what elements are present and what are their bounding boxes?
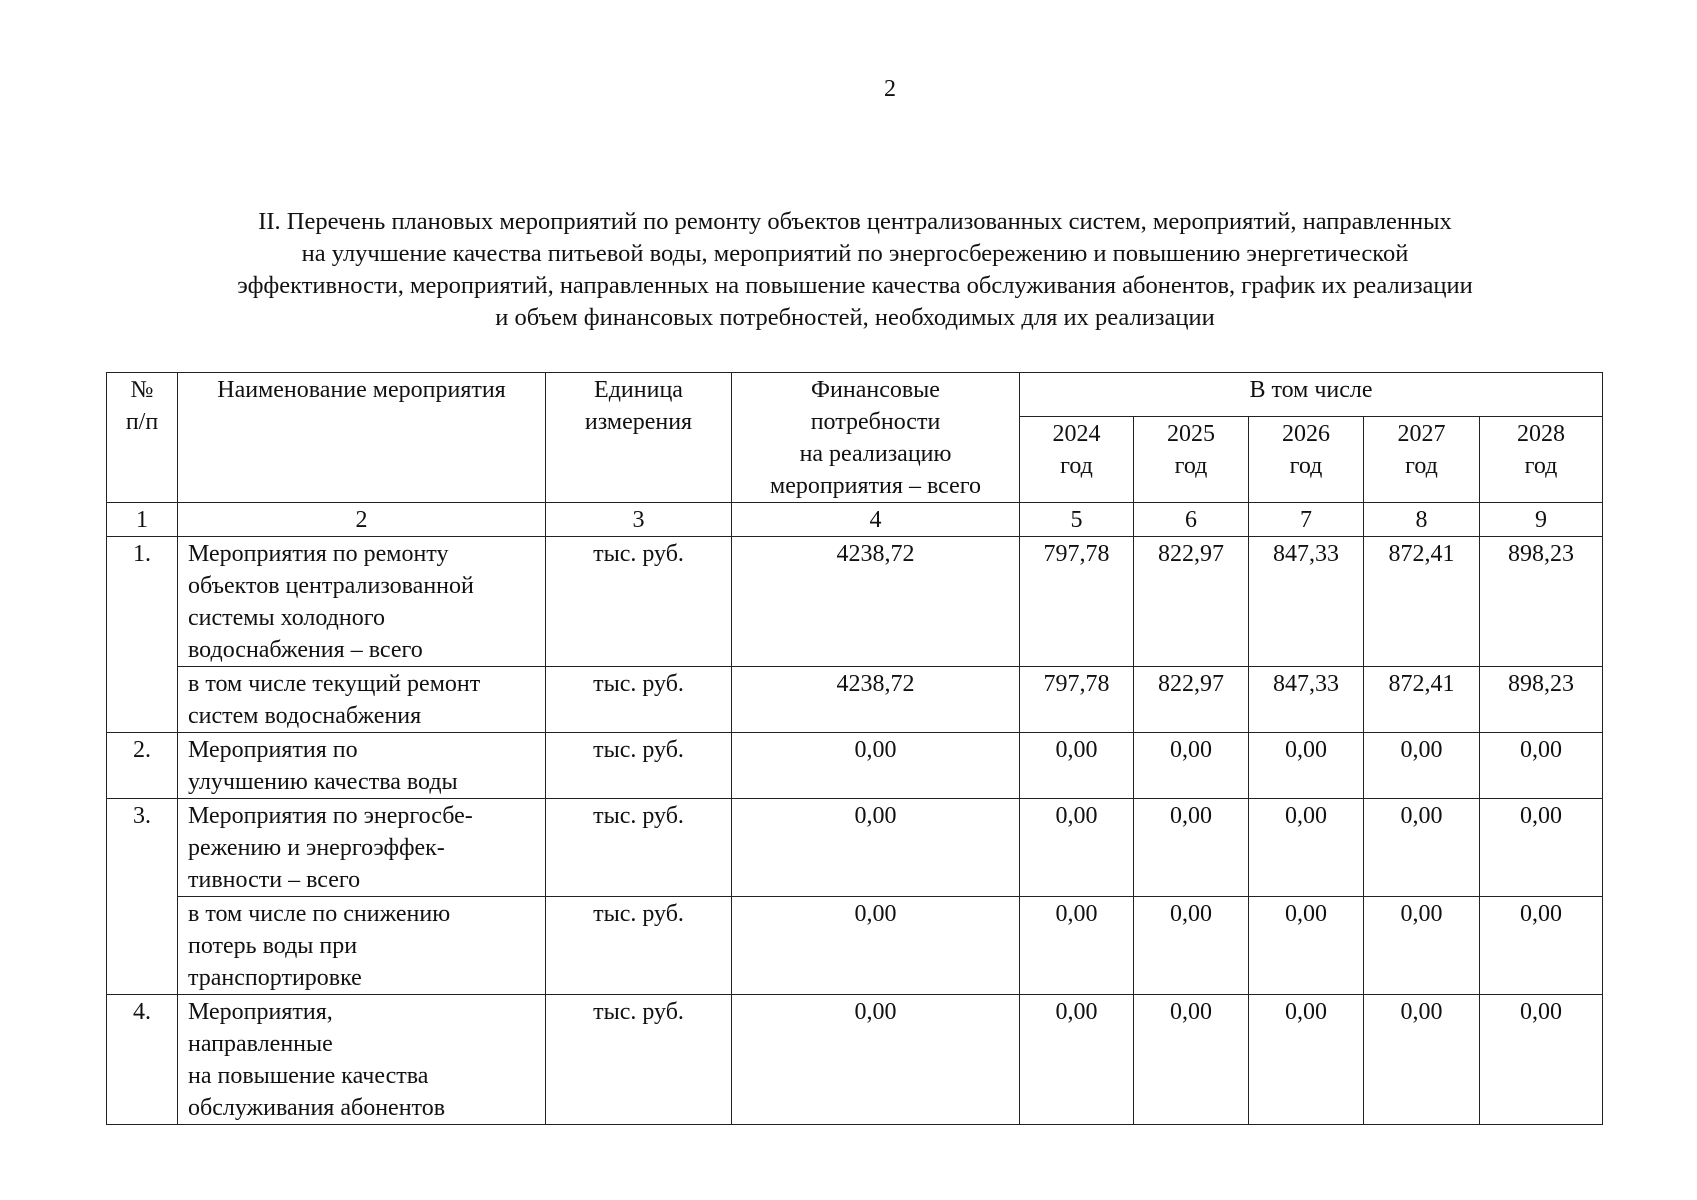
header-num: № п/п bbox=[107, 373, 178, 503]
row-total: 4238,72 bbox=[732, 667, 1020, 733]
row-year-value: 872,41 bbox=[1364, 667, 1480, 733]
row-total: 0,00 bbox=[732, 995, 1020, 1125]
row-unit: тыс. руб. bbox=[546, 733, 732, 799]
column-number: 8 bbox=[1364, 503, 1480, 537]
row-number: 1. bbox=[107, 537, 178, 667]
row-year-value: 822,97 bbox=[1134, 537, 1249, 667]
header-unit: Единица измерения bbox=[546, 373, 732, 503]
table-row bbox=[107, 799, 1603, 897]
row-total: 0,00 bbox=[732, 897, 1020, 995]
row-total: 4238,72 bbox=[732, 537, 1020, 667]
row-unit: тыс. руб. bbox=[546, 897, 732, 995]
row-year-value: 797,78 bbox=[1020, 537, 1134, 667]
column-number-row bbox=[107, 503, 1603, 537]
row-year-value: 0,00 bbox=[1020, 733, 1134, 799]
header-year: 2027 год bbox=[1364, 417, 1480, 503]
header-including: В том числе bbox=[1020, 373, 1603, 417]
row-year-value: 898,23 bbox=[1480, 537, 1603, 667]
row-number bbox=[107, 667, 178, 733]
column-number: 2 bbox=[178, 503, 546, 537]
row-year-value: 0,00 bbox=[1364, 733, 1480, 799]
heading-line: эффективности, мероприятий, направленных на повышение качества обслуживания абонентов, график их реализации bbox=[237, 272, 1473, 299]
column-number: 7 bbox=[1249, 503, 1364, 537]
column-number: 4 bbox=[732, 503, 1020, 537]
table-row bbox=[107, 733, 1603, 799]
column-number: 6 bbox=[1134, 503, 1249, 537]
column-number: 5 bbox=[1020, 503, 1134, 537]
row-year-value: 0,00 bbox=[1480, 733, 1603, 799]
row-unit: тыс. руб. bbox=[546, 667, 732, 733]
heading-line: II. Перечень плановых мероприятий по ремонту объектов централизованных систем, мероприятий, направленных bbox=[258, 208, 1452, 235]
row-year-value: 0,00 bbox=[1480, 897, 1603, 995]
row-unit: тыс. руб. bbox=[546, 799, 732, 897]
row-year-value: 0,00 bbox=[1134, 897, 1249, 995]
row-year-value: 847,33 bbox=[1249, 537, 1364, 667]
table-row bbox=[107, 995, 1603, 1125]
row-unit: тыс. руб. bbox=[546, 537, 732, 667]
heading-line: на улучшение качества питьевой воды, мероприятий по энергосбережению и повышению энергетической bbox=[301, 240, 1409, 267]
header-finance: Финансовые потребности на реализацию мероприятия – всего bbox=[732, 373, 1020, 503]
row-name: Мероприятия, направленные на повышение качества обслуживания абонентов bbox=[178, 995, 546, 1125]
row-number: 4. bbox=[107, 995, 178, 1125]
table-header-row bbox=[107, 373, 1603, 417]
row-total: 0,00 bbox=[732, 799, 1020, 897]
row-year-value: 847,33 bbox=[1249, 667, 1364, 733]
row-total: 0,00 bbox=[732, 733, 1020, 799]
header-year: 2028 год bbox=[1480, 417, 1603, 503]
row-year-value: 0,00 bbox=[1249, 897, 1364, 995]
table-row bbox=[107, 537, 1603, 667]
row-name: в том числе по снижению потерь воды при транспортировке bbox=[178, 897, 546, 995]
table-row bbox=[107, 897, 1603, 995]
row-year-value: 898,23 bbox=[1480, 667, 1603, 733]
column-number: 3 bbox=[546, 503, 732, 537]
row-year-value: 0,00 bbox=[1480, 799, 1603, 897]
page-number: 2 bbox=[884, 76, 896, 102]
row-year-value: 0,00 bbox=[1480, 995, 1603, 1125]
row-name: Мероприятия по энергосбе- режению и энергоэффек- тивности – всего bbox=[178, 799, 546, 897]
row-name: Мероприятия по ремонту объектов централизованной системы холодного водоснабжения – всего bbox=[178, 537, 546, 667]
row-year-value: 0,00 bbox=[1020, 799, 1134, 897]
column-number: 9 bbox=[1480, 503, 1603, 537]
row-year-value: 0,00 bbox=[1020, 897, 1134, 995]
row-name: Мероприятия по улучшению качества воды bbox=[178, 733, 546, 799]
document-heading bbox=[100, 206, 1610, 334]
row-year-value: 0,00 bbox=[1364, 799, 1480, 897]
row-year-value: 0,00 bbox=[1364, 897, 1480, 995]
row-year-value: 797,78 bbox=[1020, 667, 1134, 733]
row-year-value: 0,00 bbox=[1249, 799, 1364, 897]
header-year: 2025 год bbox=[1134, 417, 1249, 503]
heading-line: и объем финансовых потребностей, необходимых для их реализации bbox=[495, 304, 1215, 331]
row-year-value: 0,00 bbox=[1249, 733, 1364, 799]
row-year-value: 822,97 bbox=[1134, 667, 1249, 733]
header-name: Наименование мероприятия bbox=[178, 373, 546, 503]
column-number: 1 bbox=[107, 503, 178, 537]
row-number: 2. bbox=[107, 733, 178, 799]
row-number: 3. bbox=[107, 799, 178, 897]
row-year-value: 0,00 bbox=[1020, 995, 1134, 1125]
row-year-value: 0,00 bbox=[1134, 733, 1249, 799]
row-unit: тыс. руб. bbox=[546, 995, 732, 1125]
row-number bbox=[107, 897, 178, 995]
row-year-value: 0,00 bbox=[1134, 995, 1249, 1125]
activities-table bbox=[106, 372, 1603, 1125]
row-year-value: 0,00 bbox=[1364, 995, 1480, 1125]
row-year-value: 0,00 bbox=[1134, 799, 1249, 897]
row-name: в том числе текущий ремонт систем водоснабжения bbox=[178, 667, 546, 733]
header-year: 2026 год bbox=[1249, 417, 1364, 503]
header-year: 2024 год bbox=[1020, 417, 1134, 503]
table-row bbox=[107, 667, 1603, 733]
row-year-value: 872,41 bbox=[1364, 537, 1480, 667]
row-year-value: 0,00 bbox=[1249, 995, 1364, 1125]
